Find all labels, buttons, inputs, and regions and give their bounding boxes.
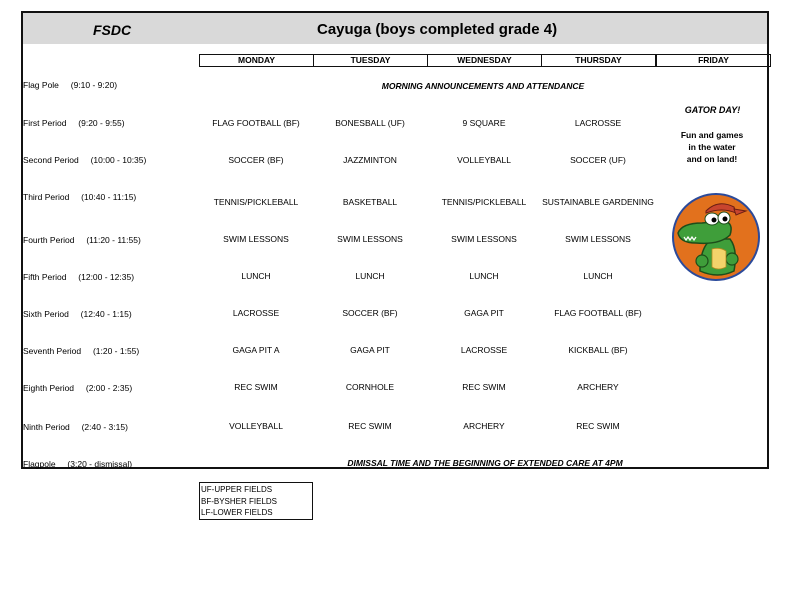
friday-note-line: and on land! xyxy=(686,154,738,164)
period-label: Ninth Period xyxy=(23,422,70,432)
period-label: Flagpole xyxy=(23,459,56,469)
schedule-cell: JAZZMINTON xyxy=(343,155,397,165)
period-second xyxy=(23,155,146,165)
period-eighth xyxy=(23,383,132,393)
period-flag-pole xyxy=(23,80,117,90)
period-label: Fifth Period xyxy=(23,272,67,282)
schedule-cell: LUNCH xyxy=(469,271,499,281)
schedule-cell: CORNHOLE xyxy=(345,382,395,392)
period-first xyxy=(23,118,125,128)
period-label: Flag Pole xyxy=(23,80,59,90)
period-time: (12:00 - 12:35) xyxy=(78,272,135,282)
period-third xyxy=(23,192,136,202)
friday-title: GATOR DAY! xyxy=(684,105,741,115)
schedule-cell: FLAG FOOTBALL (BF) xyxy=(554,308,642,318)
schedule-cell: LACROSSE xyxy=(232,308,280,318)
morning-banner: MORNING ANNOUNCEMENTS AND ATTENDANCE xyxy=(381,81,585,91)
dismissal-banner: DIMISSAL TIME AND THE BEGINNING OF EXTENDED CARE AT 4PM xyxy=(347,458,623,468)
period-sixth xyxy=(23,309,132,319)
period-time: (2:00 - 2:35) xyxy=(85,383,133,393)
schedule-cell: LUNCH xyxy=(241,271,271,281)
legend-item: UF-UPPER FIELDS xyxy=(201,485,273,494)
period-time: (9:10 - 9:20) xyxy=(70,80,118,90)
day-header-wednesday: WEDNESDAY xyxy=(427,54,542,67)
period-time: (3:20 - dismissal) xyxy=(67,459,133,469)
schedule-cell: LACROSSE xyxy=(460,345,508,355)
period-time: (10:00 - 10:35) xyxy=(90,155,147,165)
period-time: (11:20 - 11:55) xyxy=(86,235,141,245)
schedule-cell: GAGA PIT A xyxy=(232,345,280,355)
period-time: (2:40 - 3:15) xyxy=(81,422,128,432)
period-fourth xyxy=(23,235,141,245)
schedule-cell: ARCHERY xyxy=(577,382,619,392)
gator-mascot-icon xyxy=(672,193,762,283)
period-flagpole-end xyxy=(23,459,132,469)
schedule-cell: LUNCH xyxy=(583,271,613,281)
schedule-cell: SWIM LESSONS xyxy=(451,234,517,244)
header-bar xyxy=(23,13,767,44)
friday-note-line: in the water xyxy=(688,142,736,152)
schedule-cell: REC SWIM xyxy=(462,382,506,392)
day-header-friday: FRIDAY xyxy=(656,54,771,67)
legend-item: LF-LOWER FIELDS xyxy=(201,508,273,517)
friday-note-line: Fun and games xyxy=(680,130,744,140)
period-time: (10:40 - 11:15) xyxy=(81,192,137,202)
org-name: FSDC xyxy=(93,22,132,38)
period-label: Eighth Period xyxy=(23,383,75,393)
schedule-cell: SWIM LESSONS xyxy=(337,234,403,244)
schedule-cell: 9 SQUARE xyxy=(462,118,506,128)
schedule-cell: SOCCER (BF) xyxy=(228,155,284,165)
period-label: Seventh Period xyxy=(23,346,82,356)
period-time: (9:20 - 9:55) xyxy=(78,118,125,128)
period-fifth xyxy=(23,272,134,282)
period-seventh xyxy=(23,346,139,356)
field-legend xyxy=(199,482,313,520)
schedule-cell: LACROSSE xyxy=(574,118,622,128)
period-time: (12:40 - 1:15) xyxy=(80,309,132,319)
period-time: (1:20 - 1:55) xyxy=(92,346,140,356)
schedule-cell: REC SWIM xyxy=(576,421,620,431)
schedule-cell: SOCCER (UF) xyxy=(570,155,626,165)
schedule-cell: BONESBALL (UF) xyxy=(335,118,405,128)
schedule-cell: VOLLEYBALL xyxy=(457,155,511,165)
period-label: Third Period xyxy=(23,192,70,202)
schedule-cell: BASKETBALL xyxy=(342,197,398,207)
day-header-monday: MONDAY xyxy=(199,54,314,67)
schedule-cell: REC SWIM xyxy=(234,382,278,392)
schedule-cell: SWIM LESSONS xyxy=(223,234,289,244)
schedule-cell: REC SWIM xyxy=(348,421,392,431)
legend-item: BF-BYSHER FIELDS xyxy=(201,496,278,506)
schedule-cell: TENNIS/PICKLEBALL xyxy=(213,197,299,207)
schedule-cell: SUSTAINABLE GARDENING xyxy=(542,197,654,207)
schedule-cell: LUNCH xyxy=(355,271,385,281)
schedule-cell: SOCCER (BF) xyxy=(342,308,398,318)
page-title: Cayuga (boys completed grade 4) xyxy=(317,21,558,38)
schedule-cell: TENNIS/PICKLEBALL xyxy=(441,197,527,207)
period-label: Sixth Period xyxy=(23,309,69,319)
period-ninth xyxy=(23,422,128,432)
schedule-cell: ARCHERY xyxy=(463,421,505,431)
period-label: First Period xyxy=(23,118,67,128)
period-label: Fourth Period xyxy=(23,235,75,245)
schedule-cell: KICKBALL (BF) xyxy=(568,345,628,355)
period-label: Second Period xyxy=(23,155,79,165)
schedule-cell: GAGA PIT xyxy=(464,308,504,318)
day-header-tuesday: TUESDAY xyxy=(313,54,428,67)
friday-note xyxy=(665,129,759,165)
schedule-cell: GAGA PIT xyxy=(350,345,390,355)
schedule-cell: VOLLEYBALL xyxy=(229,421,283,431)
day-header-thursday: THURSDAY xyxy=(541,54,656,67)
schedule-cell: SWIM LESSONS xyxy=(565,234,631,244)
schedule-cell: FLAG FOOTBALL (BF) xyxy=(212,118,300,128)
